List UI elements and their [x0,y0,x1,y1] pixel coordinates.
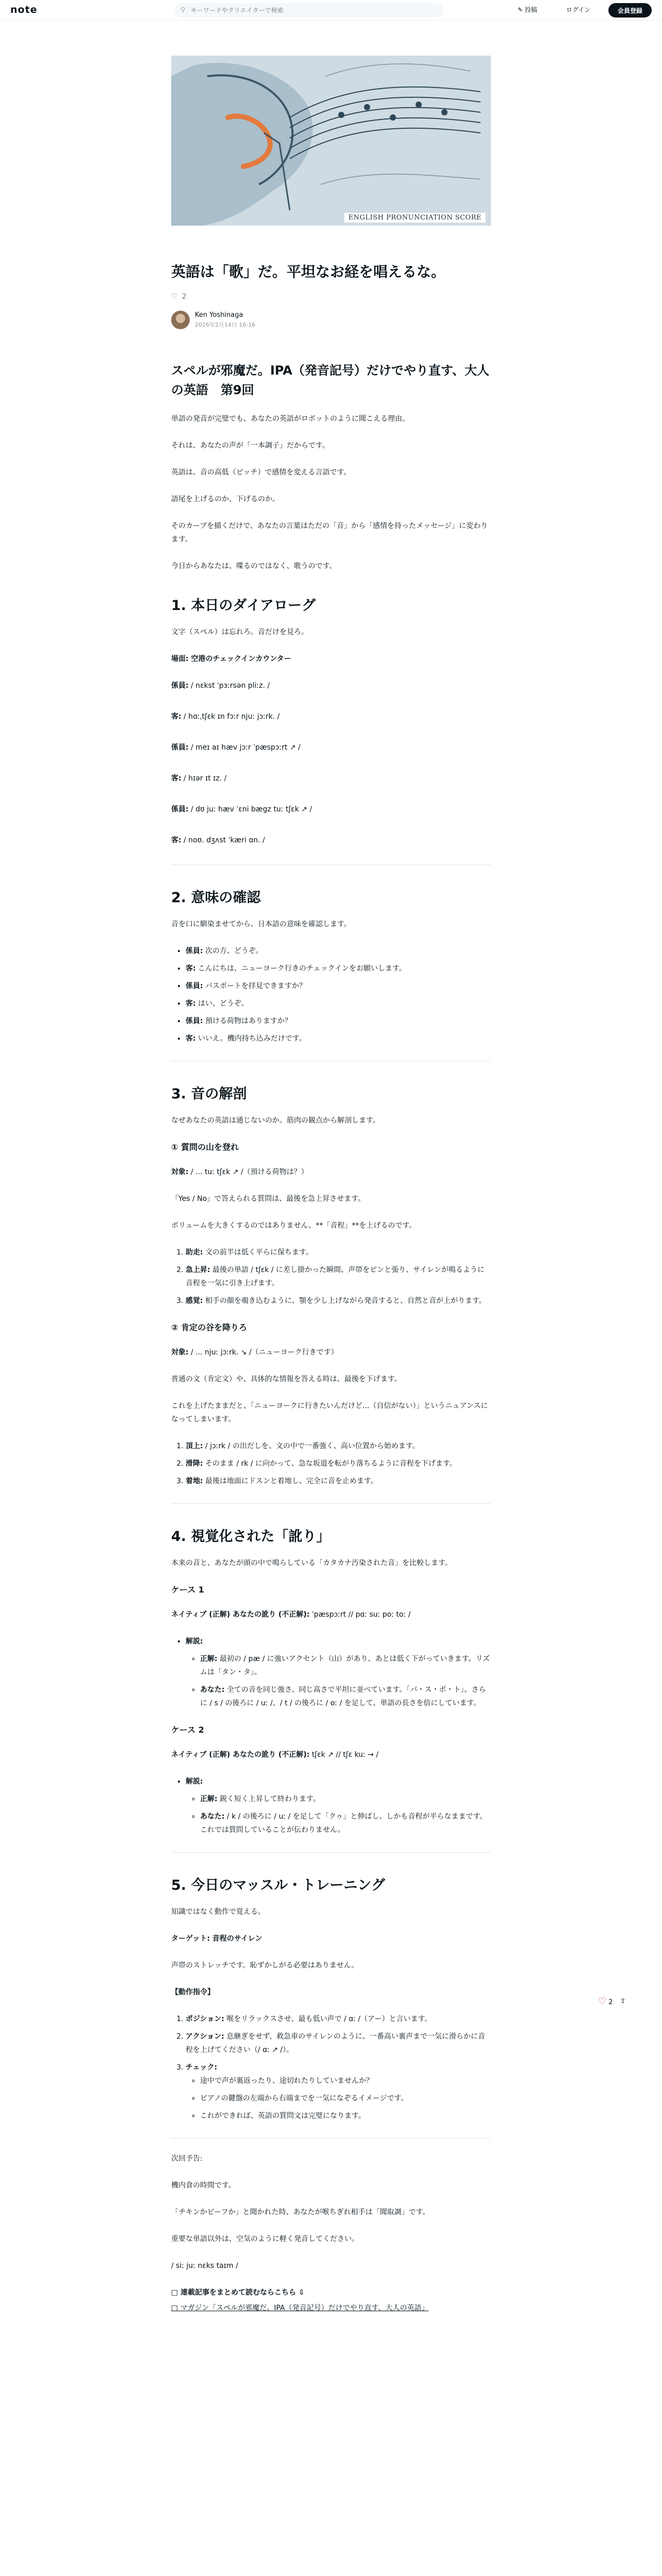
login-link[interactable]: ログイン [566,6,591,13]
pencil-icon: ✎ [518,6,523,13]
list-item [200,1652,491,1679]
section-1-lead: 文字（スペル）は忘れろ。音だけを見ろ。 [171,628,308,636]
dialogue-line [171,679,491,692]
fall-steps [171,1439,491,1488]
intro-p2: それは、あなたの声が「一本調子」だからです。 [171,442,329,450]
outro-p1: 次回予告: [171,2155,203,2163]
ipa-text: / dʊ juː hæv ˈɛni bægz tuː tʃɛk ↗ / [188,805,312,814]
list-item [186,2061,491,2123]
meaning-text: こんにちは、ニューヨーク行きのチェックインをお願いします。 [195,964,406,973]
divider [171,1852,491,1853]
item-label: 正解: [200,1795,218,1803]
step-label: ポジション: [186,2015,224,2023]
step-text: 相手の顔を覗き込むように、顎を少し上げながら発音すると、自然と音が上がります。 [203,1297,486,1305]
section-3a-title: ① 質問の山を登れ [171,1142,239,1152]
section-4-heading: 4. 視覚化された「訛り」 [171,1529,330,1545]
section-3b-title: ② 肯定の谷を降りろ [171,1323,247,1332]
heart-outline-icon[interactable]: ♡ [171,293,178,301]
step-text: / jɔːrk / の出だしを、文の中で一番強く、高い位置から始めます。 [203,1442,420,1450]
speaker: 係員: [186,947,203,955]
section-3-lead: なぜあなたの英語は通じないのか。筋肉の観点から解剖します。 [171,1116,380,1125]
item-text: / k / の後ろに / uː / を足して「クゥ」と伸ばし、しかも音程が平らなままです。これでは質問していることが伝わりません。 [200,1812,487,1834]
rise-steps [171,1246,491,1308]
section-5-instructions: 【動作指令】 [171,1988,214,1996]
outro-p3: 「チキンかビーフか」と聞かれた時、あなたが喉ちぎれ相手は「聞取調」です。 [171,2208,430,2216]
ipa-text: / hɑːˌtʃɛk ɪn fɔːr njuː jɔːrk. / [181,713,280,721]
step-text: 喉をリラックスさせ、最も低い声で / ɑː /（アー）と言います。 [224,2015,432,2023]
speaker: 客: [186,999,196,1008]
magazine-label: □ 連載記事をまとめて読むならこちら ⇩ [171,2289,305,2297]
case-2-native: ネイティブ (正解) あなたの訛り (不正解): [171,1751,310,1759]
meaning-text: 次の方、どうぞ。 [203,947,263,955]
step-text: 息継ぎをせず、救急車のサイレンのように、一番高い裏声まで一気に滑らかに音程を上げてください（/ ɑː ↗ /）。 [186,2032,485,2054]
list-item [200,1683,491,1710]
meaning-text: 預ける荷物はありますか？ [203,1017,292,1025]
search-icon: ⚲ [180,6,186,14]
explain-label: 解説: [186,1637,203,1646]
ipa-text: / noʊ. dʒʌst ˈkæri ɑn. / [181,836,265,844]
step-label: 滑降: [186,1460,203,1468]
list-item [186,1457,491,1470]
outro-p5: / siː juː nɛks taɪm / [171,2262,238,2270]
list-item [186,1014,491,1028]
speaker: 客: [171,713,181,721]
search-box[interactable] [174,3,443,18]
speaker: 係員: [186,1017,203,1025]
step-text: 文の前半は低く平らに保ちます。 [203,1248,313,1257]
list-item [186,1263,491,1290]
heart-icon: ♡ [598,1996,607,2007]
item-text: 最初の / pæ / に強いアクセント（山）があり、あとは低く下がっていきます。リズムは「タン・タ」。 [200,1655,490,1676]
speaker: 客: [186,964,196,973]
article-body [171,361,491,2328]
meaning-text: はい、どうぞ。 [195,999,249,1008]
step-label: 急上昇: [186,1266,210,1274]
section-3a-p1: 「Yes / No」で答えられる質問は、最後を急上昇させます。 [171,1195,366,1203]
note-logo[interactable]: note [10,4,38,15]
step-text: そのまま / rk / に向かって、急な坂道を転がり落ちるように音程を下げます。 [203,1460,457,1468]
case-1-list [171,1635,491,1710]
intro-p6: 今日からあなたは、喋るのではなく、歌うのです。 [171,562,337,570]
section-5-target: ターゲット: 音程のサイレン [171,1935,262,1943]
ipa-text: / meɪ aɪ hæv jɔːr ˈpæspɔːrt ↗ / [188,743,301,752]
list-item: ◦ 途中で声が裏返ったり、途切れたりしていませんか？ [200,2074,491,2088]
like-count-top: 2 [181,293,187,301]
list-item [186,1246,491,1259]
training-steps [171,2012,491,2123]
section-5-heading: 5. 今日のマッスル・トレーニング [171,1877,385,1893]
step-label: 頂上: [186,1442,203,1450]
list-item [200,1792,491,1806]
list-item: ◦ これができれば、英語の質問文は完璧になります。 [200,2109,491,2123]
step-label: チェック: [186,2063,218,2072]
speaker: 係員: [186,982,203,990]
meaning-text: いいえ。機内持ち込みだけです。 [195,1035,306,1043]
ipa-text: / nɛkst ˈpɜːrsən pliːz. / [188,682,270,690]
speaker: 係員: [171,682,189,690]
dialogue [171,679,491,847]
ipa-text: / hɪər ɪt ɪz. / [181,774,227,783]
section-1-scene: 場面: 空港のチェックインカウンター [171,655,291,663]
post-link[interactable] [518,5,537,14]
list-item [186,997,491,1010]
speaker: 客: [171,774,181,783]
side-actions [598,1996,625,2007]
outro-p2: 機内食の時間です。 [171,2181,236,2190]
step-label: 着地: [186,1477,203,1485]
intro-p1: 単語の発音が完璧でも、あなたの英語がロボットのように聞こえる理由。 [171,415,409,423]
outro-p4: 重要な単語以外は、空気のように軽く発音してください。 [171,2235,359,2243]
list-item [186,1635,491,1710]
explain-label: 解説: [186,1777,203,1786]
speaker: 客: [186,1035,196,1043]
author-name[interactable]: Ken Yoshinaga [195,311,243,319]
article-subtitle: スペルが邪魔だ。IPA（発音記号）だけでやり直す、大人の英語 第9回 [171,363,489,397]
list-item [186,1032,491,1045]
list-item [186,944,491,958]
target-label: 対象: [171,1168,189,1176]
section-3b-p2: これを上げたままだと、「ニューヨークに行きたいんだけど...（自信がない）」というニュアンスになってしまいます。 [171,1402,488,1423]
list-item [186,979,491,993]
target-text: / ... njuː jɔːrk. ↘ /（ニューヨーク行きです） [188,1348,338,1357]
step-label: アクション: [186,2032,224,2041]
like-area-top [171,291,186,303]
dialogue-line [171,834,491,847]
side-like-count: 2 [608,1998,613,2006]
target-text: / ... tuː tʃɛk ↗ /（預ける荷物は？） [188,1168,308,1176]
step-text: 最後は地面にドスンと着地し、完全に音を止めます。 [203,1477,378,1485]
list-item [186,1475,491,1488]
item-label: あなた: [200,1812,225,1821]
section-3b-p1: 普通の文（肯定文）や、具体的な情報を答える時は、最後を下げます。 [171,1375,402,1383]
step-text: 最後の単語 / tʃɛk / に差し掛かった瞬間、声帯をピンと張り、サイレンが鳴るように音程を一気に引き上げます。 [186,1266,485,1287]
intro-p5: そのカーブを描くだけで、あなたの言葉はただの「音」から「感情を持ったメッセージ」に変わります。 [171,522,488,544]
hero-illustration [171,56,491,226]
case-1-values: ˈpæspɔːrt // pɑː suː poː toː / [309,1611,411,1619]
section-3-heading: 3. 音の解剖 [171,1086,247,1102]
section-5-lead: 知識ではなく動作で覚える。 [171,1908,265,1916]
intro-p4: 語尾を上げるのか、下げるのか。 [171,495,279,503]
case-2-title: ケース 2 [171,1725,204,1735]
item-label: あなた: [200,1686,225,1694]
section-2-lead: 音を口に馴染ませてから、日本語の意味を確認します。 [171,920,351,928]
speaker: 客: [171,836,181,844]
post-label: 投稿 [524,6,537,13]
speaker: 係員: [171,805,189,814]
hero-image [171,56,491,226]
intro-p3: 英語は、音の高低（ピッチ）で感情を変える言語です。 [171,468,351,477]
section-1-heading: 1. 本日のダイアローグ [171,598,316,614]
top-bar [0,0,662,21]
list-item [186,2030,491,2057]
dialogue-line [171,772,491,785]
item-text: 全ての音を同じ強さ、同じ高さで平坦に並べています。「パ・ス・ポ・ト」。さらに / s / の後ろに / uː /、/ t / の後ろに / oː / を足して、単語の長さを倍にしています。 [200,1686,486,1707]
like-button[interactable] [598,1996,613,2007]
case-1-title: ケース 1 [171,1585,204,1595]
author-block[interactable] [171,311,255,329]
meaning-text: パスポートを拝見できますか？ [203,982,307,990]
speaker: 係員: [171,743,189,752]
case-2-list [171,1775,491,1837]
hero-caption: ENGLISH PRONUNCIATION SCORE [344,213,486,223]
section-2-heading: 2. 意味の確認 [171,890,261,906]
case-1-native: ネイティブ (正解) あなたの訛り (不正解): [171,1611,310,1619]
meaning-list [171,944,491,1045]
section-4-lead: 本来の音と、あなたが頭の中で鳴らしている「カタカナ汚染された音」を比較します。 [171,1559,452,1567]
section-5-p1: 声帯のストレッチです。恥ずかしがる必要はありません。 [171,1961,359,1970]
step-label: 感覚: [186,1297,203,1305]
dialogue-line [171,741,491,754]
divider [171,2138,491,2139]
list-item [200,1810,491,1837]
share-icon[interactable]: ⇪ [620,1997,626,2005]
list-item [186,1775,491,1837]
list-item [186,1439,491,1453]
avatar[interactable] [171,311,190,329]
list-item [186,1294,491,1308]
search-input[interactable] [191,5,433,15]
dialogue-line [171,710,491,723]
list-item: ◦ ピアノの鍵盤の左端から右端までを一気になぞるイメージです。 [200,2092,491,2105]
step-label: 助走: [186,1248,203,1257]
signup-button[interactable]: 会員登録 [608,3,652,18]
list-item [186,962,491,975]
case-2-values: tʃɛk ↗ // tʃɛ kuː → / [309,1751,379,1759]
divider [171,1503,491,1504]
list-item [186,2012,491,2026]
section-3a-p2: ボリュームを大きくするのではありません。**「音程」**を上げるのです。 [171,1222,417,1230]
article-title: 英語は「歌」だ。平坦なお経を唱えるな。 [171,263,446,280]
publish-date: 2026年2月14日 16:16 [195,321,256,328]
item-label: 正解: [200,1655,218,1663]
target-label: 対象: [171,1348,189,1357]
dialogue-line [171,803,491,816]
magazine-link[interactable]: □ マガジン「スペルが邪魔だ。IPA（発音記号）だけでやり直す、大人の英語」 [171,2304,429,2312]
item-text: 鋭く短く上昇して終わります。 [217,1795,320,1803]
